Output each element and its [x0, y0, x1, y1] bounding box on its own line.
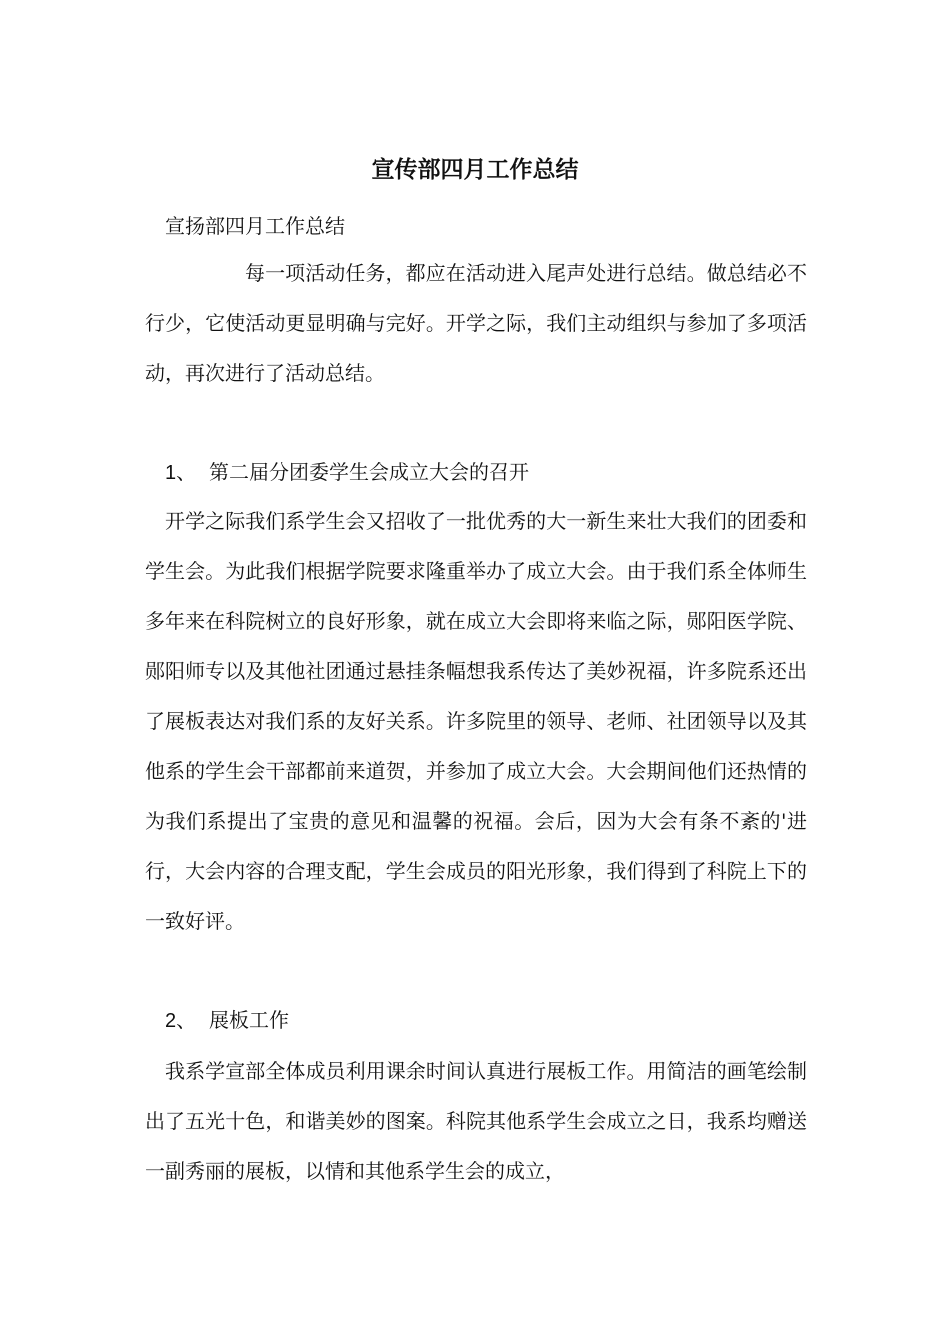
section-number: 1、 — [165, 462, 197, 484]
section-heading-2 — [165, 1000, 289, 1041]
section-heading-text: 展板工作 — [209, 1008, 289, 1032]
section-body-2: 我系学宣部全体成员利用课余时间认真进行展板工作。用简洁的画笔绘制出了五光十色，和谐美妙的图案。科院其他系学生会成立之日，我系均赠送一副秀丽的展板，以情和其他系学生会的成立， — [145, 1059, 807, 1183]
section-heading-1 — [165, 452, 529, 493]
document-subtitle: 宣扬部四月工作总结 — [165, 214, 345, 238]
section-heading-text: 第二届分团委学生会成立大会的召开 — [209, 460, 529, 484]
document-title: 宣传部四月工作总结 — [371, 156, 579, 183]
section-number: 2、 — [165, 1010, 197, 1032]
intro-paragraph: 每一项活动任务，都应在活动进入尾声处进行总结。做总结必不行少，它使活动更显明确与完好。开学之际，我们主动组织与参加了多项活动，再次进行了活动总结。 — [145, 261, 807, 385]
section-body-1: 开学之际我们系学生会又招收了一批优秀的大一新生来壮大我们的团委和学生会。为此我们根据学院要求隆重举办了成立大会。由于我们系全体师生多年来在科院树立的良好形象，就在成立大会即将来临之际，郧阳医学院、郧阳师专以及其他社团通过悬挂条幅想我系传达了美妙祝福，许多院系还出了展板表达对我们系的友好关系。许多院里的领导、老师、社团领导以及其他系的学生会干部都前来道贺，并参加了成立大会。大会期间他们还热情的为我们系提出了宝贵的意见和温馨的祝福。会后，因为大会有条不紊的'进行，大会内容的合理支配，学生会成员的阳光形象，我们得到了科院上下的一致好评。 — [145, 509, 807, 933]
